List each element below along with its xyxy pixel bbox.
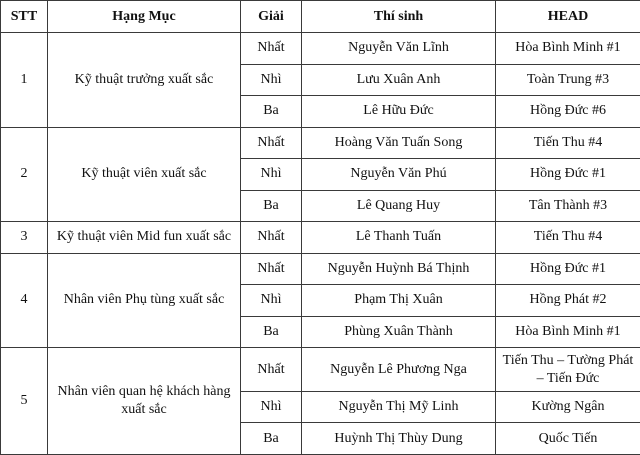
stt-cell: 1 [1,33,48,128]
contestant-cell: Nguyễn Văn Lĩnh [302,33,496,65]
contestant-cell: Lê Quang Huy [302,190,496,222]
category-cell: Nhân viên Phụ tùng xuất sắc [48,253,241,348]
head-cell: Kường Ngân [496,391,640,423]
head-cell: Hồng Phát #2 [496,285,640,317]
prize-cell: Ba [241,190,302,222]
contestant-cell: Nguyễn Thị Mỹ Linh [302,391,496,423]
prize-cell: Ba [241,423,302,455]
head-cell: Hồng Đức #1 [496,159,640,191]
header-prize: Giải [241,1,302,33]
head-cell: Tiến Thu – Tường Phát – Tiến Đức [496,348,640,392]
stt-cell: 2 [1,127,48,222]
table-row [1,33,640,65]
stt-cell: 3 [1,222,48,254]
stt-cell: 4 [1,253,48,348]
table-row [1,222,640,254]
prize-cell: Nhất [241,253,302,285]
prize-cell: Nhì [241,159,302,191]
head-cell: Hòa Bình Minh #1 [496,316,640,348]
header-contestant: Thí sinh [302,1,496,33]
prize-cell: Nhất [241,33,302,65]
contestant-cell: Phạm Thị Xuân [302,285,496,317]
head-cell: Tân Thành #3 [496,190,640,222]
contestant-cell: Lê Thanh Tuấn [302,222,496,254]
header-stt: STT [1,1,48,33]
header-row [1,1,640,33]
prize-cell: Nhất [241,348,302,392]
prize-cell: Ba [241,316,302,348]
category-cell: Kỹ thuật viên xuất sắc [48,127,241,222]
head-cell: Hồng Đức #6 [496,96,640,128]
contestant-cell: Nguyễn Lê Phương Nga [302,348,496,392]
header-category: Hạng Mục [48,1,241,33]
stt-cell: 5 [1,348,48,455]
category-cell: Kỹ thuật viên Mid fun xuất sắc [48,222,241,254]
head-cell: Tiến Thu #4 [496,127,640,159]
head-cell: Hòa Bình Minh #1 [496,33,640,65]
contestant-cell: Phùng Xuân Thành [302,316,496,348]
prize-cell: Nhì [241,285,302,317]
prize-cell: Nhất [241,222,302,254]
contestant-cell: Lê Hữu Đức [302,96,496,128]
category-cell: Kỹ thuật trưởng xuất sắc [48,33,241,128]
table-row [1,253,640,285]
prize-cell: Nhì [241,64,302,96]
contestant-cell: Nguyễn Văn Phú [302,159,496,191]
prize-cell: Nhì [241,391,302,423]
contestant-cell: Huỳnh Thị Thùy Dung [302,423,496,455]
head-cell: Toàn Trung #3 [496,64,640,96]
contestant-cell: Hoàng Văn Tuấn Song [302,127,496,159]
prize-cell: Ba [241,96,302,128]
table-row [1,348,640,392]
prize-cell: Nhất [241,127,302,159]
header-head: HEAD [496,1,640,33]
head-cell: Hồng Đức #1 [496,253,640,285]
category-cell: Nhân viên quan hệ khách hàng xuất sắc [48,348,241,455]
head-cell: Tiến Thu #4 [496,222,640,254]
contestant-cell: Nguyễn Huỳnh Bá Thịnh [302,253,496,285]
table-row [1,127,640,159]
head-cell: Quốc Tiến [496,423,640,455]
contestant-cell: Lưu Xuân Anh [302,64,496,96]
